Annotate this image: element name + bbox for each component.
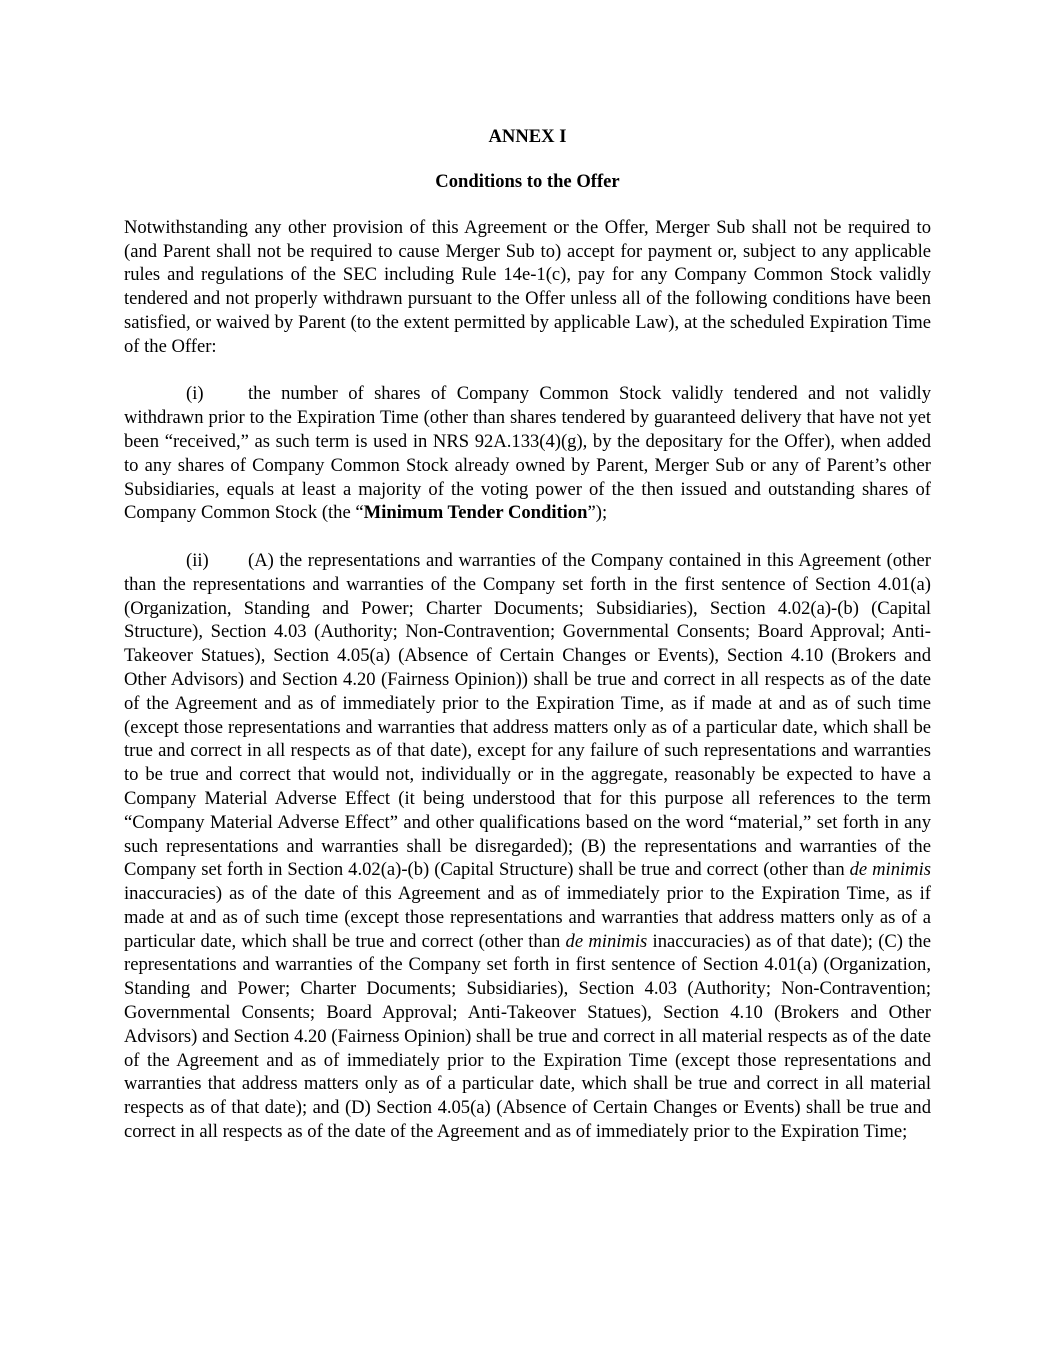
annex-heading: ANNEX I (488, 126, 567, 147)
condition-ii-text-1: (A) the representations and warranties of the Company contained in this Agreement (other than the representations and warranties of the Company set forth in the first sentence of Section 4.01(a) (Organization, Standing and Power; Charter Documents; Subsidiaries), Section 4.02(a)-(b) (Capital Structure), Section 4.03 (Authority; Non-Contravention; Governmental Consents; Board Approval; Anti-Takeover Statues), Section 4.05(a) (Absence of Certain Changes or Events), Section 4.10 (Brokers and Other Advisors) and Section 4.20 (Fairness Opinion)) shall be true and correct in all respects as of the date of the Agreement and as of immediately prior to the Expiration Time, as if made at and as of such time (except those representations and warranties that address matters only as of a particular date, which shall be true and correct in all respects as of that date), except for any failure of such representations and warranties to be true and correct that would not, individually or in the aggregate, reasonably be expected to have a Company Material Adverse Effect (it being understood that for this purpose all references to the term “Company Material Adverse Effect” and other qualifications based on the word “material,” set forth in any such representations and warranties shall be disregarded); (B) the representations and warranties of the Company set forth in Section 4.02(a)-(b) (Capital Structure) shall be true and correct (other than (124, 549, 931, 881)
de-minimis-term-1: de minimis (849, 859, 931, 881)
condition-i-paragraph (124, 382, 931, 525)
condition-ii-number: (ii) (186, 549, 209, 571)
de-minimis-term-2: de minimis (565, 930, 648, 952)
condition-i-text-end: ”); (587, 502, 608, 524)
minimum-tender-condition-term: Minimum Tender Condition (363, 502, 588, 524)
condition-ii-text-3: inaccuracies) as of that date); (C) the representations and warranties of the Company set forth in first sentence of Section 4.01(a) (Organization, Standing and Power; Charter Documents; Subsidiaries), Section 4.03 (Authority; Non-Contravention; Governmental Consents; Board Approval; Anti-Takeover Statues), Section 4.10 (Brokers and Other Advisors) and Section 4.20 (Fairness Opinion) shall be true and correct in all material respects as of the date of the Agreement and as of immediately prior to the Expiration Time (except those representations and warranties that address matters only as of a particular date, which shall be true and correct in all material respects as of that date); and (D) Section 4.05(a) (Absence of Certain Changes or Events) shall be true and correct in all respects as of the date of the Agreement and as of immediately prior to the Expiration Time; (124, 930, 931, 1143)
condition-i-text: the number of shares of Company Common Stock validly tendered and not validly withdrawn prior to the Expiration Time (other than shares tendered by guaranteed delivery that have not yet been “received,” as such term is used in NRS 92A.133(4)(g), by the depositary for the Offer), when added to any shares of Company Common Stock already owned by Parent, Merger Sub or any of Parent’s other Subsidiaries, equals at least a majority of the voting power of the then issued and outstanding shares of Company Common Stock (the “ (124, 383, 931, 524)
document-page (124, 125, 931, 1168)
section-title: Conditions to the Offer (435, 171, 620, 193)
intro-paragraph: Notwithstanding any other provision of this Agreement or the Offer, Merger Sub shall not be required to (and Parent shall not be required to cause Merger Sub to) accept for payment or, subject to any applicable rules and regulations of the SEC including Rule 14e-1(c), pay for any Company Common Stock validly tendered and not properly withdrawn pursuant to the Offer unless all of the following conditions have been satisfied, or waived by Parent (to the extent permitted by applicable Law), at the scheduled Expiration Time of the Offer: (124, 216, 931, 357)
condition-ii-text-2: inaccuracies) as of the date of this Agreement and as of immediately prior to the Expiration Time, as if made at and as of such time (except those representations and warranties that address matters only as of a particular date, which shall be true and correct (other than (124, 883, 931, 952)
condition-ii-paragraph (124, 549, 931, 1144)
condition-i-number: (i) (186, 383, 204, 405)
